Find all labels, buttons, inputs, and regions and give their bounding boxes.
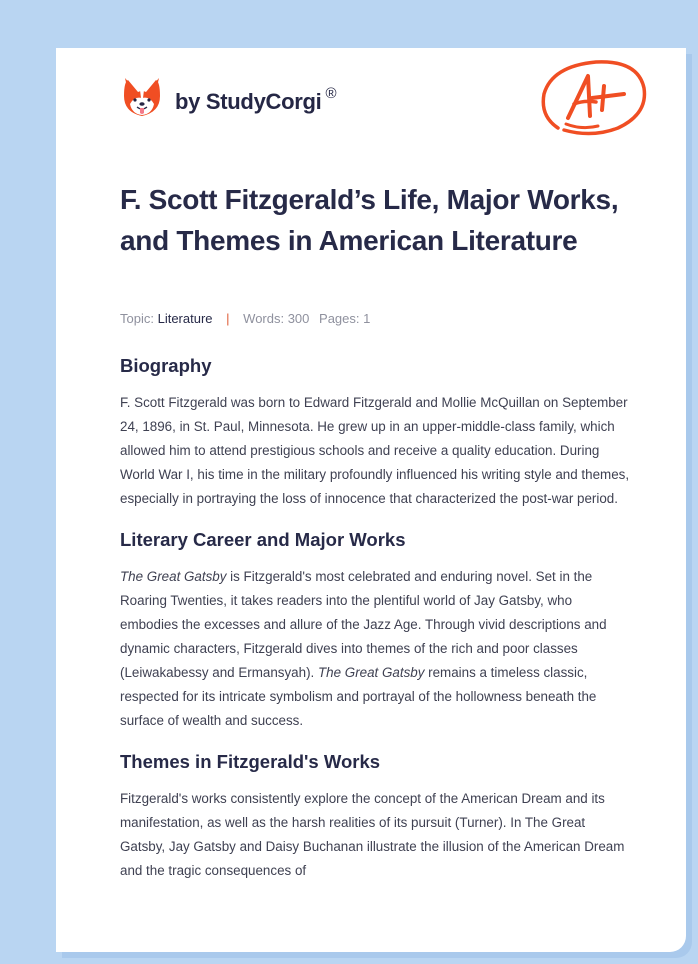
section-paragraph: Fitzgerald's works consistently explore the concept of the American Dream and its manifestation, as well as the harsh realities of its pursuit (Turner). In The Great Gatsby, Jay Gatsby and Daisy Buchanan illustrate the illusion of the American Dream and the tragic consequences of <box>120 791 625 878</box>
meta-separator: | <box>226 311 230 326</box>
article-meta <box>120 311 370 326</box>
section-paragraph <box>120 565 630 733</box>
section-heading: Themes in Fitzgerald's Works <box>120 751 381 772</box>
header <box>120 48 630 158</box>
book-title: The Great Gatsby <box>317 665 425 680</box>
document-card <box>56 48 686 952</box>
document-body <box>120 48 630 878</box>
paragraph-text: remains a timeless classic, respected for its intricate symbolism and portrayal of the hollowness beneath the surface of wealth and success. <box>120 665 597 728</box>
logo-wordmark: by StudyCorgi <box>175 89 322 114</box>
registered-mark: ® <box>325 85 337 102</box>
section-heading: Biography <box>120 355 212 376</box>
logo-text <box>175 85 337 115</box>
paragraph-text: is Fitzgerald's most celebrated and enduring novel. Set in the Roaring Twenties, it takes readers into the plentiful world of Jay Gatsby, who embodies the excesses and allure of the Jazz Age. Through vivid descriptions and dynamic characters, Fitzgerald dives into themes of the rich and poor classes (Leiwakabessy and Ermansyah). <box>120 569 607 680</box>
page-count: Pages: 1 <box>319 311 371 326</box>
studycorgi-logo[interactable] <box>122 76 336 120</box>
section-paragraph: F. Scott Fitzgerald was born to Edward Fitzgerald and Mollie McQuillan on September 24, 1896, in St. Paul, Minnesota. He grew up in an upper-middle-class family, which allowed him to attend prestigious schools and receive a quality education. During World War I, his time in the military profoundly influenced his writing style and themes, especially in portraying the loss of innocence that characterized the post-war period. <box>120 395 630 506</box>
word-count: Words: 300 <box>243 311 310 326</box>
section-heading: Literary Career and Major Works <box>120 529 406 550</box>
section-literary-career <box>120 528 630 733</box>
topic-link[interactable]: Literature <box>157 311 213 326</box>
book-title: The Great Gatsby <box>120 569 227 584</box>
section-biography <box>120 354 630 511</box>
article-content <box>120 351 630 883</box>
corgi-icon <box>122 76 162 120</box>
section-themes <box>120 750 630 883</box>
page-title: F. Scott Fitzgerald’s Life, Major Works, and Themes in American Literature <box>120 184 619 256</box>
topic-label: Topic: <box>120 311 154 326</box>
a-plus-grade-icon <box>538 58 650 140</box>
